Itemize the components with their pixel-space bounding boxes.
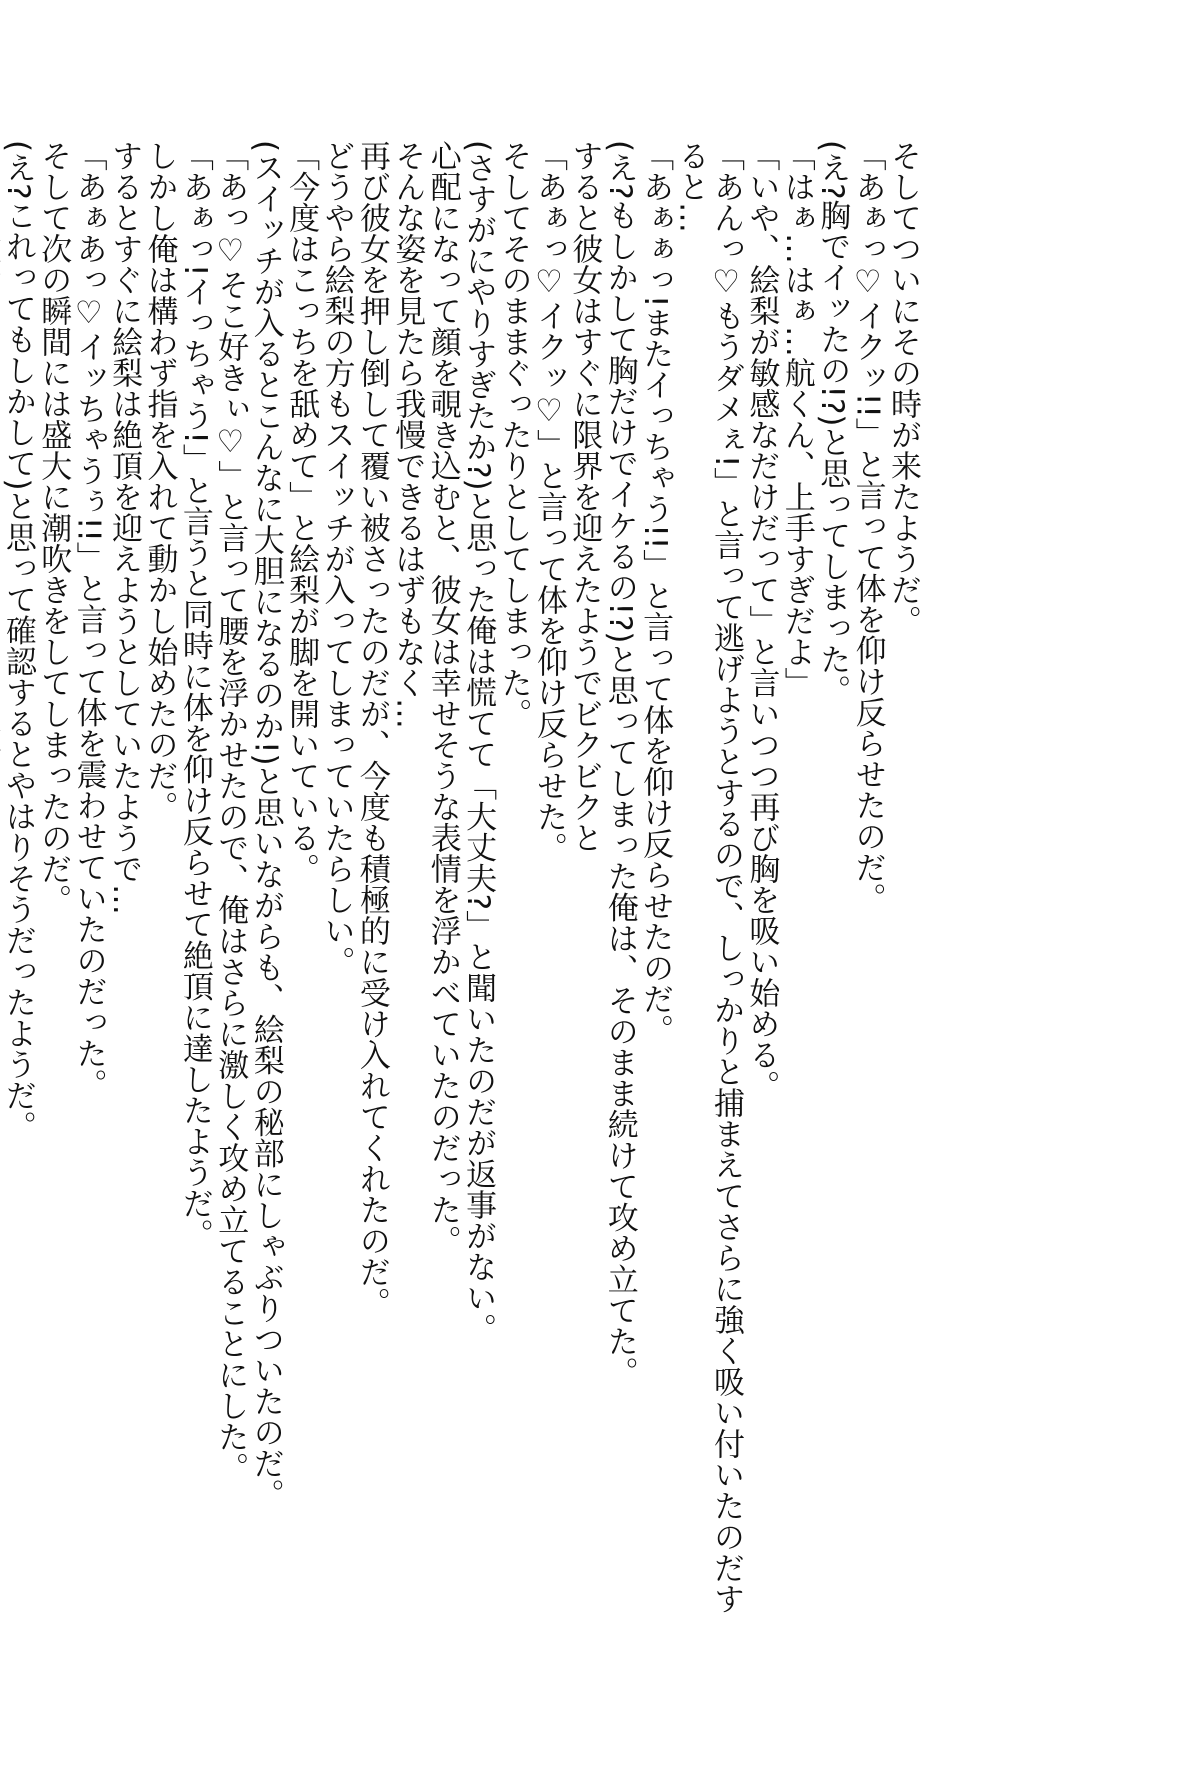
text-line: 「あぁっ♡イクッ!!」と言って体を仰け反らせたのだ。 xyxy=(849,140,886,914)
text-line: (スイッチが入るとこんなに大胆になるのか!)と思いながらも、絵梨の秘部にしゃぶりついたのだ。 xyxy=(247,140,284,1510)
text-line: 「今度はこっちを舐めて」と絵梨が脚を開いている。 xyxy=(283,140,320,884)
text-line: (え?胸でイッたの!?)と思ってしまった。 xyxy=(814,140,851,706)
text-line: 心配になって顔を覗き込むと、彼女は幸せそうな表情を浮かべていたのだった。 xyxy=(424,140,461,1256)
text-line: (え?これってもしかして)と思って確認するとやはりそうだったようだ。 xyxy=(0,140,36,1142)
text-line: しかし俺は構わず指を入れて動かし始めたのだ。 xyxy=(141,140,178,822)
text-line: 「あぁっ!イっちゃう!」と言うと同時に体を仰け反らせて絶頂に達したようだ。 xyxy=(176,140,213,1250)
text-line: すると彼女はすぐに限界を迎えたようでビクビクと xyxy=(566,140,603,853)
text-line: 「あぁっ♡イクッ♡」と言って体を仰け反らせた。 xyxy=(530,140,567,863)
text-line: 「いや、絵梨が敏感なだけだって」と言いつつ再び胸を吸い始める。 xyxy=(743,140,780,1101)
text-line: 「あんっ♡もうダメぇ!」と言って逃げようとするので、しっかりと捕まえてさらに強く吸い付いたのだすると… xyxy=(672,140,744,1615)
text-line: 「あっ♡そこ好きぃ♡」と言って腰を浮かせたので、俺はさらに激しく攻め立てることにした。 xyxy=(212,140,249,1483)
text-line: (え?もしかして胸だけでイケるの!?)と思ってしまった俺は、そのまま続けて攻め立てた。 xyxy=(601,140,638,1388)
text-line: そしてついにその時が来たようだ。 xyxy=(885,140,921,636)
text-line: (さすがにやりすぎたか?)と思った俺は慌てて「大丈夫?」と聞いたのだが返事がない。 xyxy=(460,140,497,1345)
text-line: そしてそのままぐったりとしてしまった。 xyxy=(495,140,532,729)
text-line: 「あぁあっ♡イッちゃうぅ!!」と言って体を震わせていたのだった。 xyxy=(70,140,107,1100)
vertical-text-body xyxy=(0,140,920,1620)
text-line: どうやら絵梨の方もスイッチが入ってしまっていたらしい。 xyxy=(318,140,355,977)
text-line: 「はぁ…はぁ…航くん、上手すぎだよ」 xyxy=(778,140,815,698)
text-line: 「あぁぁっ!またイっちゃう!!」と言って体を仰け反らせたのだ。 xyxy=(637,140,674,1046)
text-line: するとすぐに絵梨は絶頂を迎えようとしていたようで… xyxy=(106,140,143,915)
text-line: そんな姿を見たら我慢できるはずもなく… xyxy=(389,140,426,729)
text-line: 再び彼女を押し倒して覆い被さったのだが、今度も積極的に受け入れてくれたのだ。 xyxy=(353,140,390,1318)
text-line: そして次の瞬間には盛大に潮吹きをしてしまったのだ。 xyxy=(35,140,72,915)
